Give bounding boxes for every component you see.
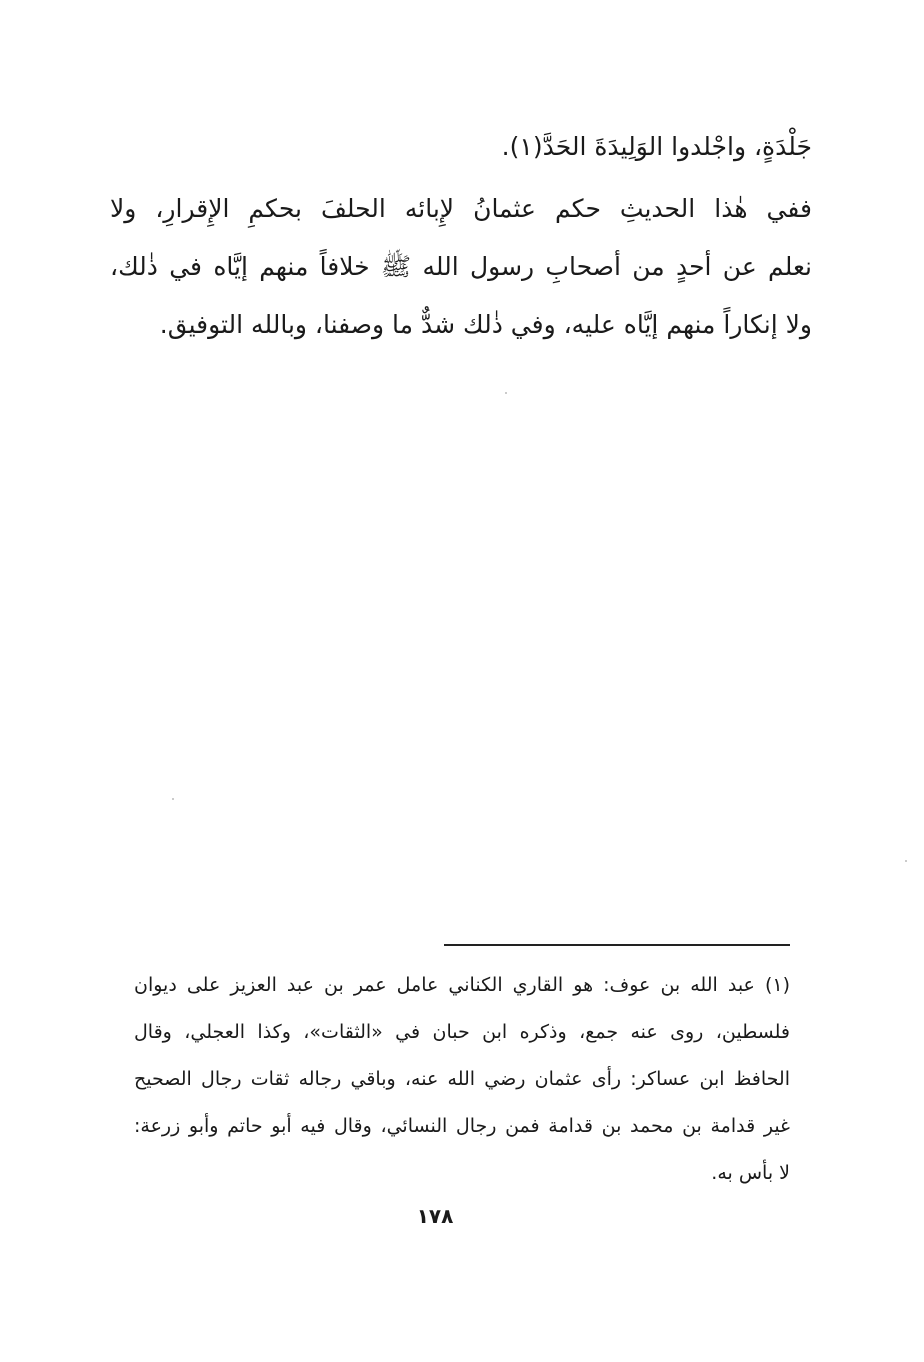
- main-text-line: جَلْدَةٍ، واجْلدوا الوَلِيدَةَ الحَدَّ(١).: [501, 132, 812, 161]
- footnote-line: (١) عبد الله بن عوف: هو القاري الكناني عامل عمر بن عبد العزيز على ديوان: [134, 974, 790, 996]
- main-text-line: ولا إنكاراً منهم إيَّاه عليه، وفي ذٰلك شدٌّ ما وصفنا، وبالله التوفيق.: [159, 310, 812, 339]
- scan-speck: [505, 392, 507, 394]
- main-text: [110, 118, 812, 354]
- scan-speck: [172, 798, 174, 800]
- scan-speck: [905, 860, 907, 862]
- footnote-line: غير قدامة بن محمد بن قدامة فمن رجال النسائي، وقال فيه أبو حاتم وأبو زرعة:: [134, 1115, 790, 1137]
- footnotes: [134, 962, 790, 1197]
- page-number: ١٧٨: [416, 1204, 454, 1228]
- main-text-line: ففي هٰذا الحديثِ حكم عثمانُ لإِبائه الحلفَ بحكمِ الإِقرارِ، ولا: [110, 194, 812, 223]
- footnote-line: الحافظ ابن عساكر: رأى عثمان رضي الله عنه، وباقي رجاله ثقات رجال الصحيح: [134, 1068, 790, 1090]
- footnote-line: فلسطين، روى عنه جمع، وذكره ابن حبان في «الثقات»، وكذا العجلي، وقال: [134, 1021, 790, 1043]
- main-text-line: نعلم عن أحدٍ من أصحابِ رسول الله ﷺ خلافاً منهم إيَّاه في ذٰلك،: [110, 252, 812, 281]
- footnote-line: لا بأس به.: [711, 1162, 790, 1184]
- footnote-separator: [444, 944, 790, 946]
